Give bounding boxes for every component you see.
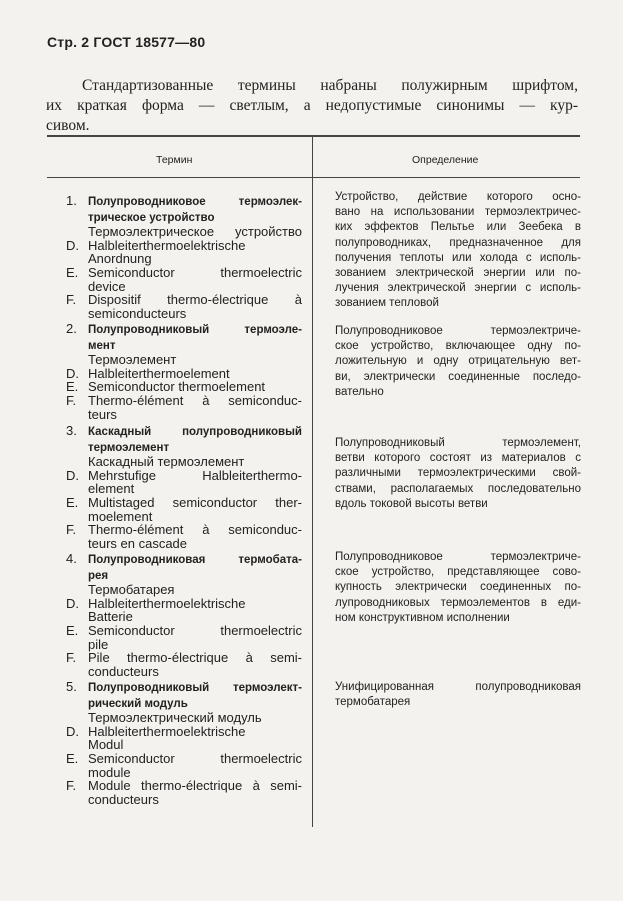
page-header: Стр. 2 ГОСТ 18577—80: [47, 34, 206, 50]
term-bold: термоэлемент: [88, 441, 170, 454]
term-de: element: [88, 481, 135, 497]
term-de: Halbleiterthermoelektrische: [88, 237, 246, 253]
term-fr: Pile thermo-électrique à semi-: [88, 650, 302, 666]
term-number: 1.: [66, 193, 77, 208]
definition-line: Унифицированная полупроводниковая: [335, 681, 581, 693]
definition-line: Полупроводниковый термоэлемент,: [335, 437, 581, 449]
table-header-rule: [47, 177, 580, 178]
term-de: Modul: [88, 737, 124, 753]
definition-5: [335, 680, 581, 710]
term-fr: Thermo-élément à semiconduc-: [88, 522, 302, 538]
definition-line: ких эффектов Пельтье или Зеебека в: [335, 221, 581, 234]
definition-2: [335, 324, 581, 400]
term-bold: Полупроводниковая термобата-: [88, 554, 302, 566]
term-en: moelement: [88, 508, 153, 524]
term-short-form: Термоэлемент: [88, 352, 177, 368]
lang-label: D.: [66, 365, 79, 381]
term-entry-1: [66, 194, 302, 320]
term-en: Semiconductor thermoelectric: [88, 622, 302, 638]
definition-1: [335, 190, 581, 312]
lang-label: F.: [66, 392, 77, 408]
term-en: module: [88, 764, 131, 780]
term-number: 3.: [66, 423, 77, 438]
term-short-form: Термоэлектрическое устройство: [88, 224, 302, 240]
term-entry-4: [66, 552, 302, 678]
lang-label: F.: [66, 650, 77, 666]
lang-label: F.: [66, 522, 77, 538]
definition-line: ствами, располагаемых последовательно: [335, 482, 581, 495]
term-bold: Полупроводниковый термоэлект-: [88, 682, 302, 694]
term-bold: мент: [88, 339, 116, 352]
term-entry-3: [66, 424, 302, 550]
term-fr: teurs en cascade: [88, 535, 188, 551]
term-bold: трическое устройство: [88, 211, 215, 224]
term-number: 2.: [66, 321, 77, 336]
intro-line-3: сивом.: [46, 117, 90, 134]
term-fr: conducteurs: [88, 663, 159, 679]
table-top-rule: [47, 135, 580, 137]
definition-line: ветви которого состоят из материалов с: [335, 452, 581, 465]
term-en: Semiconductor thermoelement: [88, 379, 266, 395]
definition-line: лучения электрической энергии с исполь-: [335, 282, 581, 295]
term-fr: Thermo-élément à semiconduc-: [88, 392, 302, 408]
definition-3: [335, 436, 581, 512]
lang-label: D.: [66, 595, 79, 611]
lang-label: E.: [66, 622, 79, 638]
definition-line: ское устройство, включающее одну по-: [335, 340, 581, 353]
definition-line: термобатарея: [335, 696, 411, 709]
definition-line: купность электрически соединенных по-: [335, 581, 581, 594]
definition-line: ложительную и одну отрицательную вет-: [335, 355, 581, 368]
term-entry-5: [66, 680, 302, 806]
lang-label: E.: [66, 750, 79, 766]
term-fr: semiconducteurs: [88, 305, 187, 321]
term-de: Anordnung: [88, 251, 152, 267]
definition-line: ном конструктивном исполнении: [335, 611, 510, 624]
term-fr: Module thermo-électrique à semi-: [88, 778, 302, 794]
term-number: 5.: [66, 679, 77, 694]
term-en: Semiconductor thermoelectric: [88, 264, 302, 280]
definition-line: ви, электрически соединенные последо-: [335, 370, 581, 383]
term-short-form: Каскадный термоэлемент: [88, 454, 245, 470]
term-bold: Полупроводниковый термоэле-: [88, 324, 302, 336]
term-short-form: Термобатарея: [88, 582, 175, 598]
intro-line-1: Стандартизованные термины набраны полужирным шрифтом,: [82, 77, 578, 94]
lang-label: F.: [66, 778, 77, 794]
column-divider: [312, 137, 313, 827]
term-de: Batterie: [88, 609, 133, 625]
lang-label: F.: [66, 292, 77, 308]
definition-line: Полупроводниковое термоэлектриче-: [335, 325, 581, 337]
definition-line: вдоль токовой высоты ветви: [335, 497, 488, 510]
term-fr: Dispositif thermo-électrique à: [88, 292, 302, 308]
term-fr: teurs: [88, 406, 117, 422]
term-en: device: [88, 278, 126, 294]
column-header-definitions: Определение: [412, 154, 479, 166]
term-entry-2: [66, 322, 302, 421]
definition-line: зованием тепловой: [335, 297, 439, 310]
term-bold: Каскадный полупроводниковый: [88, 426, 302, 438]
term-de: Halbleiterthermoelektrische: [88, 723, 246, 739]
definition-line: вательно: [335, 385, 384, 398]
term-de: Halbleiterthermoelektrische: [88, 595, 246, 611]
term-en: Semiconductor thermoelectric: [88, 750, 302, 766]
lang-label: E.: [66, 379, 79, 395]
definition-4: [335, 550, 581, 626]
intro-paragraph: [46, 76, 578, 136]
lang-label: E.: [66, 494, 79, 510]
lang-label: D.: [66, 467, 79, 483]
definition-line: Устройство, действие которого осно-: [335, 191, 581, 203]
intro-line-2: их краткая форма — светлым, а недопустимые синонимы — кур-: [46, 97, 578, 114]
lang-label: D.: [66, 723, 79, 739]
term-number: 4.: [66, 551, 77, 566]
lang-label: E.: [66, 264, 79, 280]
definition-line: получения теплоты или холода с исполь-: [335, 251, 581, 264]
term-fr: conducteurs: [88, 791, 159, 807]
term-bold: рея: [88, 569, 109, 582]
term-de: Halbleiterthermoelement: [88, 365, 230, 381]
definition-line: вано на использовании термоэлектричес-: [335, 206, 581, 219]
definition-line: полупроводниках, предназначенное для: [335, 236, 581, 249]
term-en: Multistaged semiconductor ther-: [88, 494, 302, 510]
lang-label: D.: [66, 237, 79, 253]
definition-line: зованием электрической энергии или по-: [335, 267, 581, 280]
term-short-form: Термоэлектрический модуль: [88, 710, 262, 726]
definition-line: ское устройство, представляющее сово-: [335, 566, 581, 579]
term-bold: Полупроводниковое термоэлек-: [88, 196, 302, 208]
term-bold: рический модуль: [88, 697, 188, 710]
term-de: Mehrstufige Halbleiterthermo-: [88, 467, 302, 483]
column-header-terms: Термин: [156, 154, 193, 166]
definition-line: лупроводниковых термоэлементов в еди-: [335, 596, 581, 609]
term-en: pile: [88, 636, 109, 652]
definition-line: различными термоэлектрическими свой-: [335, 467, 581, 480]
definition-line: Полупроводниковое термоэлектриче-: [335, 551, 581, 563]
